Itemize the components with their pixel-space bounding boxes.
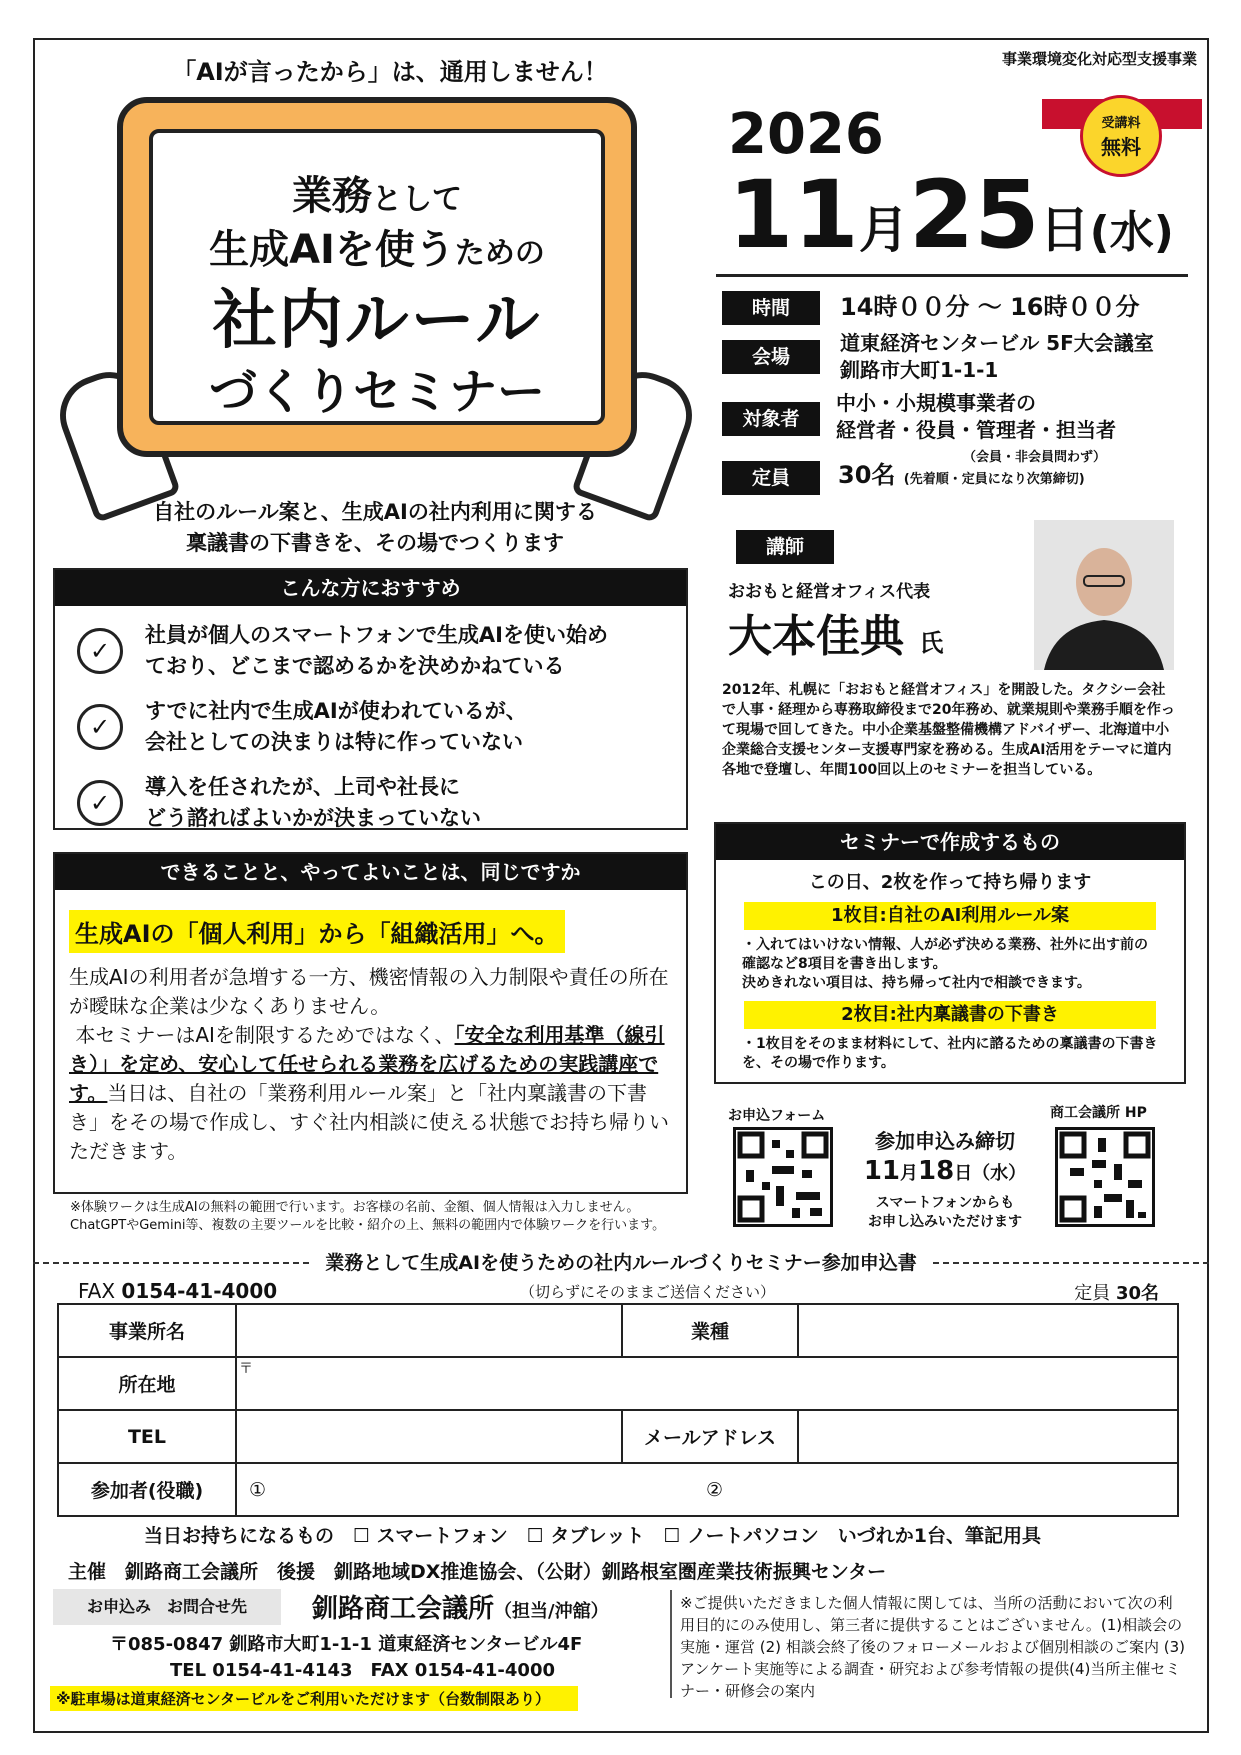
ai-note: ※体験ワークは生成AIの無料の範囲で行います。お客様の名前、金額、個人情報は入力しません。ChatGPTやGemini等、複数の主要ツールを比較・紹介の上、無料の範囲内で体験ワークを行います。: [70, 1200, 666, 1233]
deadline-note1: スマートフォンからも: [875, 1195, 1015, 1211]
can-paragraph2c: 当日は、自社の「業務利用ルール案」と「社内稟議書の下書き」をその場で作成し、すぐ社内相談に使える状態でお持ち帰りいただきます。: [69, 1081, 669, 1163]
event-date: [728, 161, 1174, 283]
title-line2b: ための: [454, 236, 545, 271]
title-line1a: 業務: [292, 173, 372, 219]
title-line3: 社内ルール: [212, 284, 542, 358]
title-line4: づくりセミナー: [208, 364, 545, 420]
table-row: [58, 1410, 1178, 1463]
host-info: 主催 釧路商工会議所 後援 釧路地域DX推進協会、（公財）釧路根室圏産業技術振興センター: [68, 1561, 887, 1583]
lead-text: [110, 497, 640, 559]
deadline-month: 11: [863, 1156, 900, 1186]
target-line2: 経営者・役員・管理者・担当者: [836, 418, 1116, 442]
form-capacity: [1074, 1279, 1159, 1305]
hp-qr-label: 商工会議所 HP: [1050, 1105, 1147, 1121]
postal-mark: 〒: [239, 1361, 253, 1377]
parking-note: ※駐車場は道東経済センタービルをご利用いただけます（台数制限あり）: [50, 1686, 578, 1711]
contact-name: [312, 1588, 609, 1625]
can-header: できることと、やってよいことは、同じですか: [55, 854, 686, 890]
recommend-item-line: ており、どこまで認めるかを決めかねている: [145, 654, 565, 678]
participants-label: 参加者(役職): [58, 1463, 236, 1516]
address-label: 所在地: [58, 1357, 236, 1410]
form-title-text: 業務として生成AIを使うための社内ルールづくりセミナー参加申込書: [313, 1252, 928, 1274]
fax-note: （切らずにそのままご送信ください）: [520, 1283, 776, 1301]
sheet1-desc: [716, 930, 1184, 993]
deadline-info: [850, 1125, 1040, 1232]
catch-copy: 「AIが言ったから」は、通用しません！: [172, 58, 608, 86]
business-name-field[interactable]: [236, 1304, 622, 1357]
badge-line2: 無料: [1101, 135, 1141, 159]
form-capacity-label: 定員: [1074, 1283, 1111, 1304]
make-box: [714, 822, 1186, 1084]
capacity-value: 30名: [838, 461, 896, 489]
tel-field[interactable]: [236, 1410, 622, 1463]
recommend-item: [55, 772, 686, 834]
can-highlight: 生成AIの「個人利用」から「組織活用」へ。: [69, 910, 565, 953]
tel-label: TEL: [58, 1410, 236, 1463]
address-field[interactable]: [236, 1357, 1178, 1410]
deadline-note2: お申し込みいただけます: [868, 1214, 1022, 1230]
tablet-illustration: [117, 97, 637, 457]
industry-field[interactable]: [798, 1304, 1178, 1357]
email-label: メールアドレス: [622, 1410, 798, 1463]
participant1-mark: ①: [249, 1478, 267, 1501]
form-qr-code[interactable]: [733, 1127, 833, 1227]
value-target: [836, 390, 1116, 471]
value-time: 14時００分 ～ 16時００分: [840, 293, 1140, 321]
qr-code-icon: [736, 1130, 830, 1224]
can-paragraph2b: 「安全な利用基準（線引き）」を定め、安心して任せられる業務を広げるための実践講座です。: [69, 1023, 665, 1105]
deadline-day: 18: [918, 1156, 955, 1186]
form-capacity-value: 30名: [1115, 1283, 1159, 1304]
recommend-item-line: どう諮ればよいかが決まっていない: [145, 806, 481, 830]
form-qr-label: お申込フォーム: [728, 1108, 826, 1124]
sheet1-desc2: 決めきれない項目は、持ち帰って社内で相談できます。: [742, 975, 1091, 991]
lecturer-portrait-icon: [1034, 520, 1174, 670]
make-sub: この日、2枚を作って持ち帰ります: [808, 872, 1092, 893]
date-divider: [716, 274, 1188, 277]
fax-number: 0154-41-4000: [121, 1279, 278, 1303]
privacy-note: ※ご提供いただきました個人情報に関しては、当所の活動において次の利用目的にのみ使用し、第三者に提供することはございません。(1)相談会の実施・運営 (2) 相談会終了後のフォローメールおよび個別相談のご案内 (3) アンケート実施等による調査・研究および参考情報の提供(4)当所主催セミナー・研修会の案内: [680, 1594, 1186, 1700]
event-year: 2026: [728, 102, 884, 167]
application-form-table: [57, 1303, 1179, 1517]
recommend-item-line: 社員が個人のスマートフォンで生成AIを使い始め: [145, 623, 608, 647]
lead-line1: 自社のルール案と、生成AIの社内利用に関する: [153, 500, 597, 524]
contact-person: （担当/沖舘）: [494, 1601, 609, 1622]
participant2-mark: ②: [706, 1478, 724, 1501]
sheet1-title: 1枚目:自社のAI利用ルール案: [744, 902, 1156, 930]
contact-tel-fax: TEL 0154-41-4143 FAX 0154-41-4000: [170, 1660, 555, 1681]
title-line1b: として: [372, 182, 462, 217]
recommend-item: [55, 696, 686, 758]
check-icon: ✓: [77, 704, 123, 750]
deadline-day-unit: 日（水）: [954, 1163, 1027, 1184]
fax-label: FAX: [78, 1279, 116, 1303]
label-target: 対象者: [722, 402, 820, 436]
contact-label: お申込み お問合せ先: [53, 1589, 281, 1625]
form-title: [33, 1248, 1209, 1275]
lecturer-photo: [1034, 520, 1174, 670]
target-note: （会員・非会員問わず）: [962, 450, 1106, 465]
table-row: [58, 1463, 1178, 1516]
contact-address-line: 〒085-0847 釧路市大町1-1-1 道東経済センタービル4F: [110, 1634, 583, 1655]
free-badge: [1080, 95, 1162, 177]
participants-field[interactable]: [236, 1463, 1178, 1516]
target-line1: 中小・小規模事業者の: [836, 391, 1036, 415]
fax-info: [78, 1279, 277, 1303]
table-row: [58, 1357, 1178, 1410]
lead-line2: 稟議書の下書きを、その場でつくります: [186, 531, 564, 555]
recommend-item: [55, 620, 686, 682]
lecturer-name-text: 大本佳典: [728, 611, 904, 662]
venue-address: 釧路市大町1-1-1: [840, 358, 999, 382]
sheet1-desc1: ・入れてはいけない情報、人が必ず決める業務、社外に出す前の確認など8項目を書き出します。: [742, 937, 1148, 972]
contact-org: 釧路商工会議所: [312, 1594, 495, 1624]
sheet2-desc: ・1枚目をそのまま材料にして、社内に諮るための稟議書の下書きを、その場で作ります。: [742, 1036, 1158, 1071]
deadline-month-unit: 月: [900, 1163, 918, 1184]
make-header: セミナーで作成するもの: [716, 824, 1184, 860]
can-box: [53, 852, 688, 1194]
industry-label: 業種: [622, 1304, 798, 1357]
event-weekday: (水): [1089, 207, 1174, 258]
seminar-title: [149, 129, 605, 425]
label-venue: 会場: [722, 340, 820, 374]
label-capacity: 定員: [722, 461, 820, 495]
table-row: [58, 1304, 1178, 1357]
event-month: 11: [728, 161, 859, 270]
label-time: 時間: [722, 291, 820, 325]
can-paragraph1: 生成AIの利用者が急増する一方、機密情報の入力制限や責任の所在が曖昧な企業は少なくありません。: [69, 965, 669, 1018]
check-icon: ✓: [77, 628, 123, 674]
label-lecturer: 講師: [736, 530, 834, 564]
footer-divider: [670, 1590, 672, 1698]
deadline-date: [850, 1156, 1040, 1186]
can-paragraph2a: 本セミナーはAIを制限するためではなく、: [75, 1023, 455, 1047]
email-field[interactable]: [798, 1410, 1178, 1463]
recommend-item-line: 会社としての決まりは特に作っていない: [145, 730, 523, 754]
program-name: 事業環境変化対応型支援事業: [1001, 50, 1197, 68]
can-body: [55, 953, 686, 1166]
badge-line1: 受講料: [1101, 116, 1141, 131]
lecturer-name: [728, 600, 943, 664]
recommend-box: [53, 568, 688, 830]
event-day-unit: 日: [1039, 201, 1090, 259]
bring-items: 当日お持ちになるもの ☐ スマートフォン ☐ タブレット ☐ ノートパソコン いづれか1台、筆記用具: [144, 1525, 1041, 1547]
recommend-item-line: 導入を任されたが、上司や社長に: [145, 775, 460, 799]
title-line2a: 生成AIを使う: [209, 227, 455, 273]
business-name-label: 事業所名: [58, 1304, 236, 1357]
deadline-title: 参加申込み締切: [875, 1129, 1015, 1153]
value-venue: [840, 330, 1154, 384]
venue-name: 道東経済センタービル 5F大会議室: [840, 331, 1154, 355]
hp-qr-code[interactable]: [1055, 1127, 1155, 1227]
event-day: 25: [908, 161, 1040, 270]
contact-address: [110, 1632, 582, 1684]
capacity-note: (先着順・定員になり次第締切): [903, 472, 1085, 487]
lecturer-suffix: 氏: [919, 629, 944, 657]
sheet2-title: 2枚目:社内稟議書の下書き: [744, 1001, 1156, 1029]
recommend-item-line: すでに社内で生成AIが使われているが、: [145, 699, 527, 723]
check-icon: ✓: [77, 780, 123, 826]
recommend-header: こんな方におすすめ: [55, 570, 686, 606]
event-month-unit: 月: [858, 201, 909, 259]
value-capacity: [838, 462, 1085, 493]
lecturer-org: おおもと経営オフィス代表: [728, 582, 931, 602]
lecturer-bio: 2012年、札幌に「おおもと経営オフィス」を開設した。タクシー会社で人事・経理から専務取締役まで20年務め、就業規則や業務手順を作って現場で回してきた。中小企業基盤整備機構アドバイザー、北海道中小企業総合支援センター支援専門家を務める。生成AI活用をテーマに道内各地で登壇し、年間100回以上のセミナーを担当している。: [722, 682, 1175, 778]
qr-code-icon: [1058, 1130, 1152, 1224]
